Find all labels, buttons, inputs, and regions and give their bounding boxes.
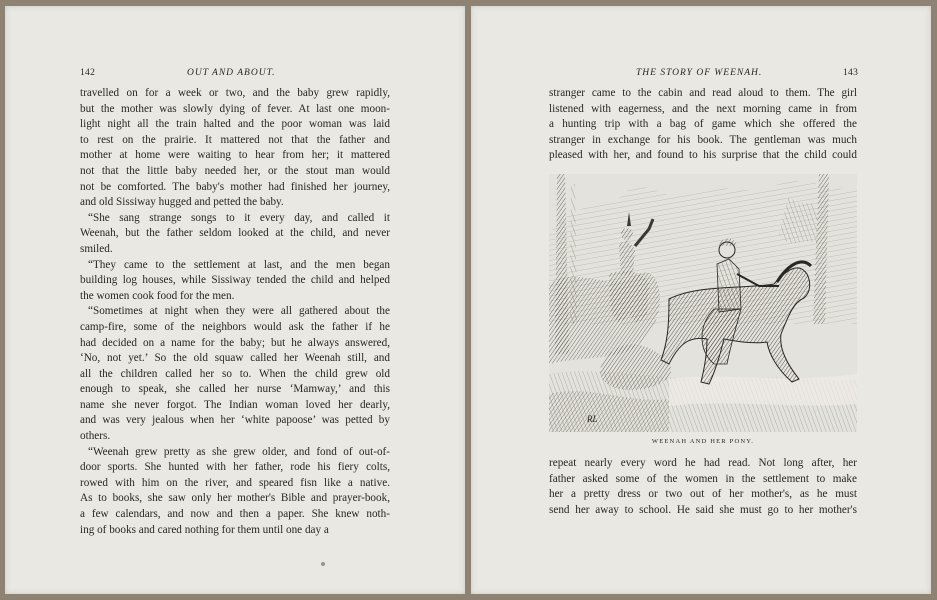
text-line: others. (80, 430, 111, 443)
text-line: “Sometimes at night when they were all gathered about the (88, 305, 390, 318)
text-line: name she never forgot. The Indian woman loved her dearly, (80, 398, 390, 411)
text-line: rowed with him on the river, and speared fisn like a native. (80, 476, 390, 489)
text-line: the women cook food for the men. (80, 289, 235, 302)
illustration-signature: RL (587, 414, 598, 424)
text-line: “They came to the settlement at last, and the men began (88, 258, 390, 271)
right-page (471, 6, 931, 594)
text-line: pleased with her, and found to his surprise that the child could (549, 149, 857, 162)
text-line: smiled. (80, 242, 113, 255)
text-line: not that the little baby needed her, or the stout man would (80, 164, 390, 177)
right-page-body-top (549, 86, 857, 164)
running-head-left: OUT AND ABOUT. (187, 68, 276, 78)
text-line: ing of books and cared nothing for them until one day a (80, 523, 329, 536)
text-line: stranger came to the cabin and read aloud to them. The girl (549, 87, 857, 99)
text-line: enough to speak, she called her nurse ‘Mamway,’ and this (80, 383, 390, 396)
text-line: repeat nearly every word he had read. Not long after, her (549, 457, 857, 469)
right-page-body-bottom (549, 456, 857, 518)
text-line: father asked some of the women in the settlement to make (549, 472, 857, 485)
text-line: mother at home were waiting to hear from her; it mattered (80, 149, 390, 162)
text-line: had decided on a name for the baby; but he always answered, (80, 336, 390, 349)
text-line: As to books, she saw only her mother's Bible and prayer-book, (80, 492, 390, 505)
text-line: “She sang strange songs to it every day, and called it (88, 211, 390, 224)
text-line: camp-fire, some of the neighbors would ask the father if he (80, 320, 390, 333)
text-line: not be comforted. The baby's mother had finished her journey, (80, 180, 390, 193)
left-page (5, 6, 465, 594)
text-line: building log houses, while Sissiway tended the child and helped (80, 274, 390, 287)
running-head-right: THE STORY OF WEENAH. (636, 68, 763, 78)
text-line: stranger in exchange for his book. The gentleman was much (549, 133, 857, 146)
text-line: travelled on for a week or two, and the baby grew rapidly, (80, 87, 390, 99)
text-line: all the children called her so to. When the child grew old (80, 367, 390, 380)
page-number-right: 143 (843, 68, 859, 78)
page-number-left: 142 (80, 68, 96, 78)
text-line: Weenah, but the father seldom looked at the child, and never (80, 227, 390, 240)
text-line: but the mother was slowly dying of fever. At last one moon- (80, 102, 390, 115)
text-line: “Weenah grew pretty as she grew older, and fond of out-of- (88, 445, 390, 458)
text-line: a few calendars, and now and then a paper. She knew noth- (80, 508, 390, 521)
text-line: and was very jealous when her ‘white papoose’ was petted by (80, 414, 390, 427)
text-line: her a pretty dress or two out of her mother's, as he must (549, 488, 857, 501)
text-line: send her away to school. He said she must go to her mother's (549, 503, 857, 516)
text-line: to rest on the prairie. It mattered not that the father and (80, 133, 390, 146)
text-line: ‘No, not yet.’ So the old squaw called her Weenah still, and (80, 352, 390, 365)
page-smudge (321, 562, 325, 566)
left-page-body (80, 86, 390, 538)
text-line: listened with eagerness, and the next morning came in from (549, 102, 857, 115)
text-line: and old Sissiway hugged and petted the baby. (80, 196, 284, 209)
illustration-caption: WEENAH AND HER PONY. (651, 438, 755, 445)
engraving-illustration (549, 174, 857, 432)
text-line: a hunting trip with a bag of game which she offered the (549, 118, 857, 131)
text-line: light night all the train halted and the poor woman was laid (80, 118, 390, 131)
text-line: door sports. She hunted with her father, rode his fiery colts, (80, 461, 390, 474)
